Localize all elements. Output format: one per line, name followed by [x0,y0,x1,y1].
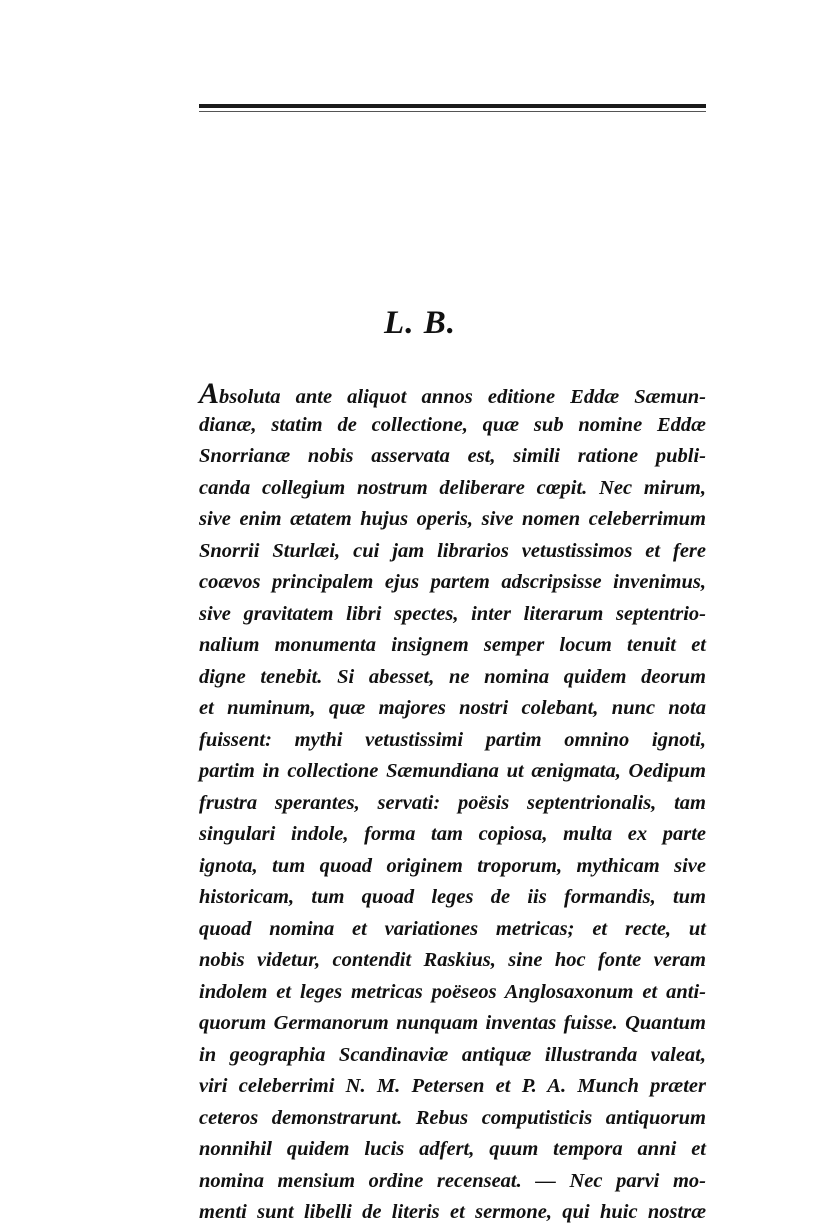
paragraph-line: singulari indole, forma tam copiosa, multa ex parte [199,823,706,845]
paragraph-line: in geographia Scandinaviæ antiquæ illustranda valeat, [199,1043,706,1066]
paragraph-line: canda collegium nostrum deliberare cœpit. Nec mirum, [199,476,706,499]
paragraph-line: et numinum, quæ majores nostri colebant, nunc nota [199,697,706,719]
paragraph-line: nalium monumenta insignem semper locum tenuit et [199,634,706,656]
paragraph-line: quorum Germanorum nunquam inventas fuisse. Quantum [199,1012,706,1034]
paragraph-line: nomina mensium ordine recenseat. — Nec parvi mo- [199,1169,706,1192]
paragraph-line: Snorrii Sturlæi, cui jam librarios vetustissimos et fere [199,539,706,562]
paragraph-line: partim in collectione Sæmundiana ut ænigmata, Oedipum [199,760,706,782]
paragraph-line: frustra sperantes, servati: poësis septentrionalis, tam [199,791,706,814]
header-rule-thin [199,111,706,112]
paragraph-line: ignota, tum quoad originem troporum, mythicam sive [199,854,706,877]
header-rule-thick [199,104,706,108]
paragraph-line: Snorrianæ nobis asservata est, simili ratione publi- [199,445,706,467]
paragraph-line: sive gravitatem libri spectes, inter literarum septentrio- [199,602,706,625]
paragraph-line: historicam, tum quoad leges de iis formandis, tum [199,886,706,908]
paragraph-line: fuissent: mythi vetustissimi partim omnino ignoti, [199,728,706,751]
page-heading: L. B. [384,305,456,341]
paragraph-line: Absoluta ante aliquot annos editione Eddæ Sæmun- [199,377,706,410]
paragraph-line: quoad nomina et variationes metricas; et recte, ut [199,917,706,940]
paragraph-line: dianæ, statim de collectione, quæ sub nomine Eddæ [199,413,706,436]
paragraph-line: nonnihil quidem lucis adfert, quum tempora anni et [199,1138,706,1160]
paragraph-line: digne tenebit. Si abesset, ne nomina quidem deorum [199,665,706,688]
body-paragraph [199,378,706,1229]
paragraph-line: indolem et leges metricas poëseos Anglosaxonum et anti- [199,980,706,1003]
paragraph-line: viri celeberrimi N. M. Petersen et P. A. Munch præter [199,1075,706,1097]
paragraph-line: menti sunt libelli de literis et sermone, qui huic nostræ [199,1201,706,1223]
paragraph-line: ceteros demonstrarunt. Rebus computisticis antiquorum [199,1106,706,1129]
paragraph-line: nobis videtur, contendit Raskius, sine hoc fonte veram [199,949,706,971]
paragraph-line: coævos principalem ejus partem adscripsisse invenimus, [199,571,706,593]
paragraph-line: sive enim ætatem hujus operis, sive nomen celeberrimum [199,508,706,530]
